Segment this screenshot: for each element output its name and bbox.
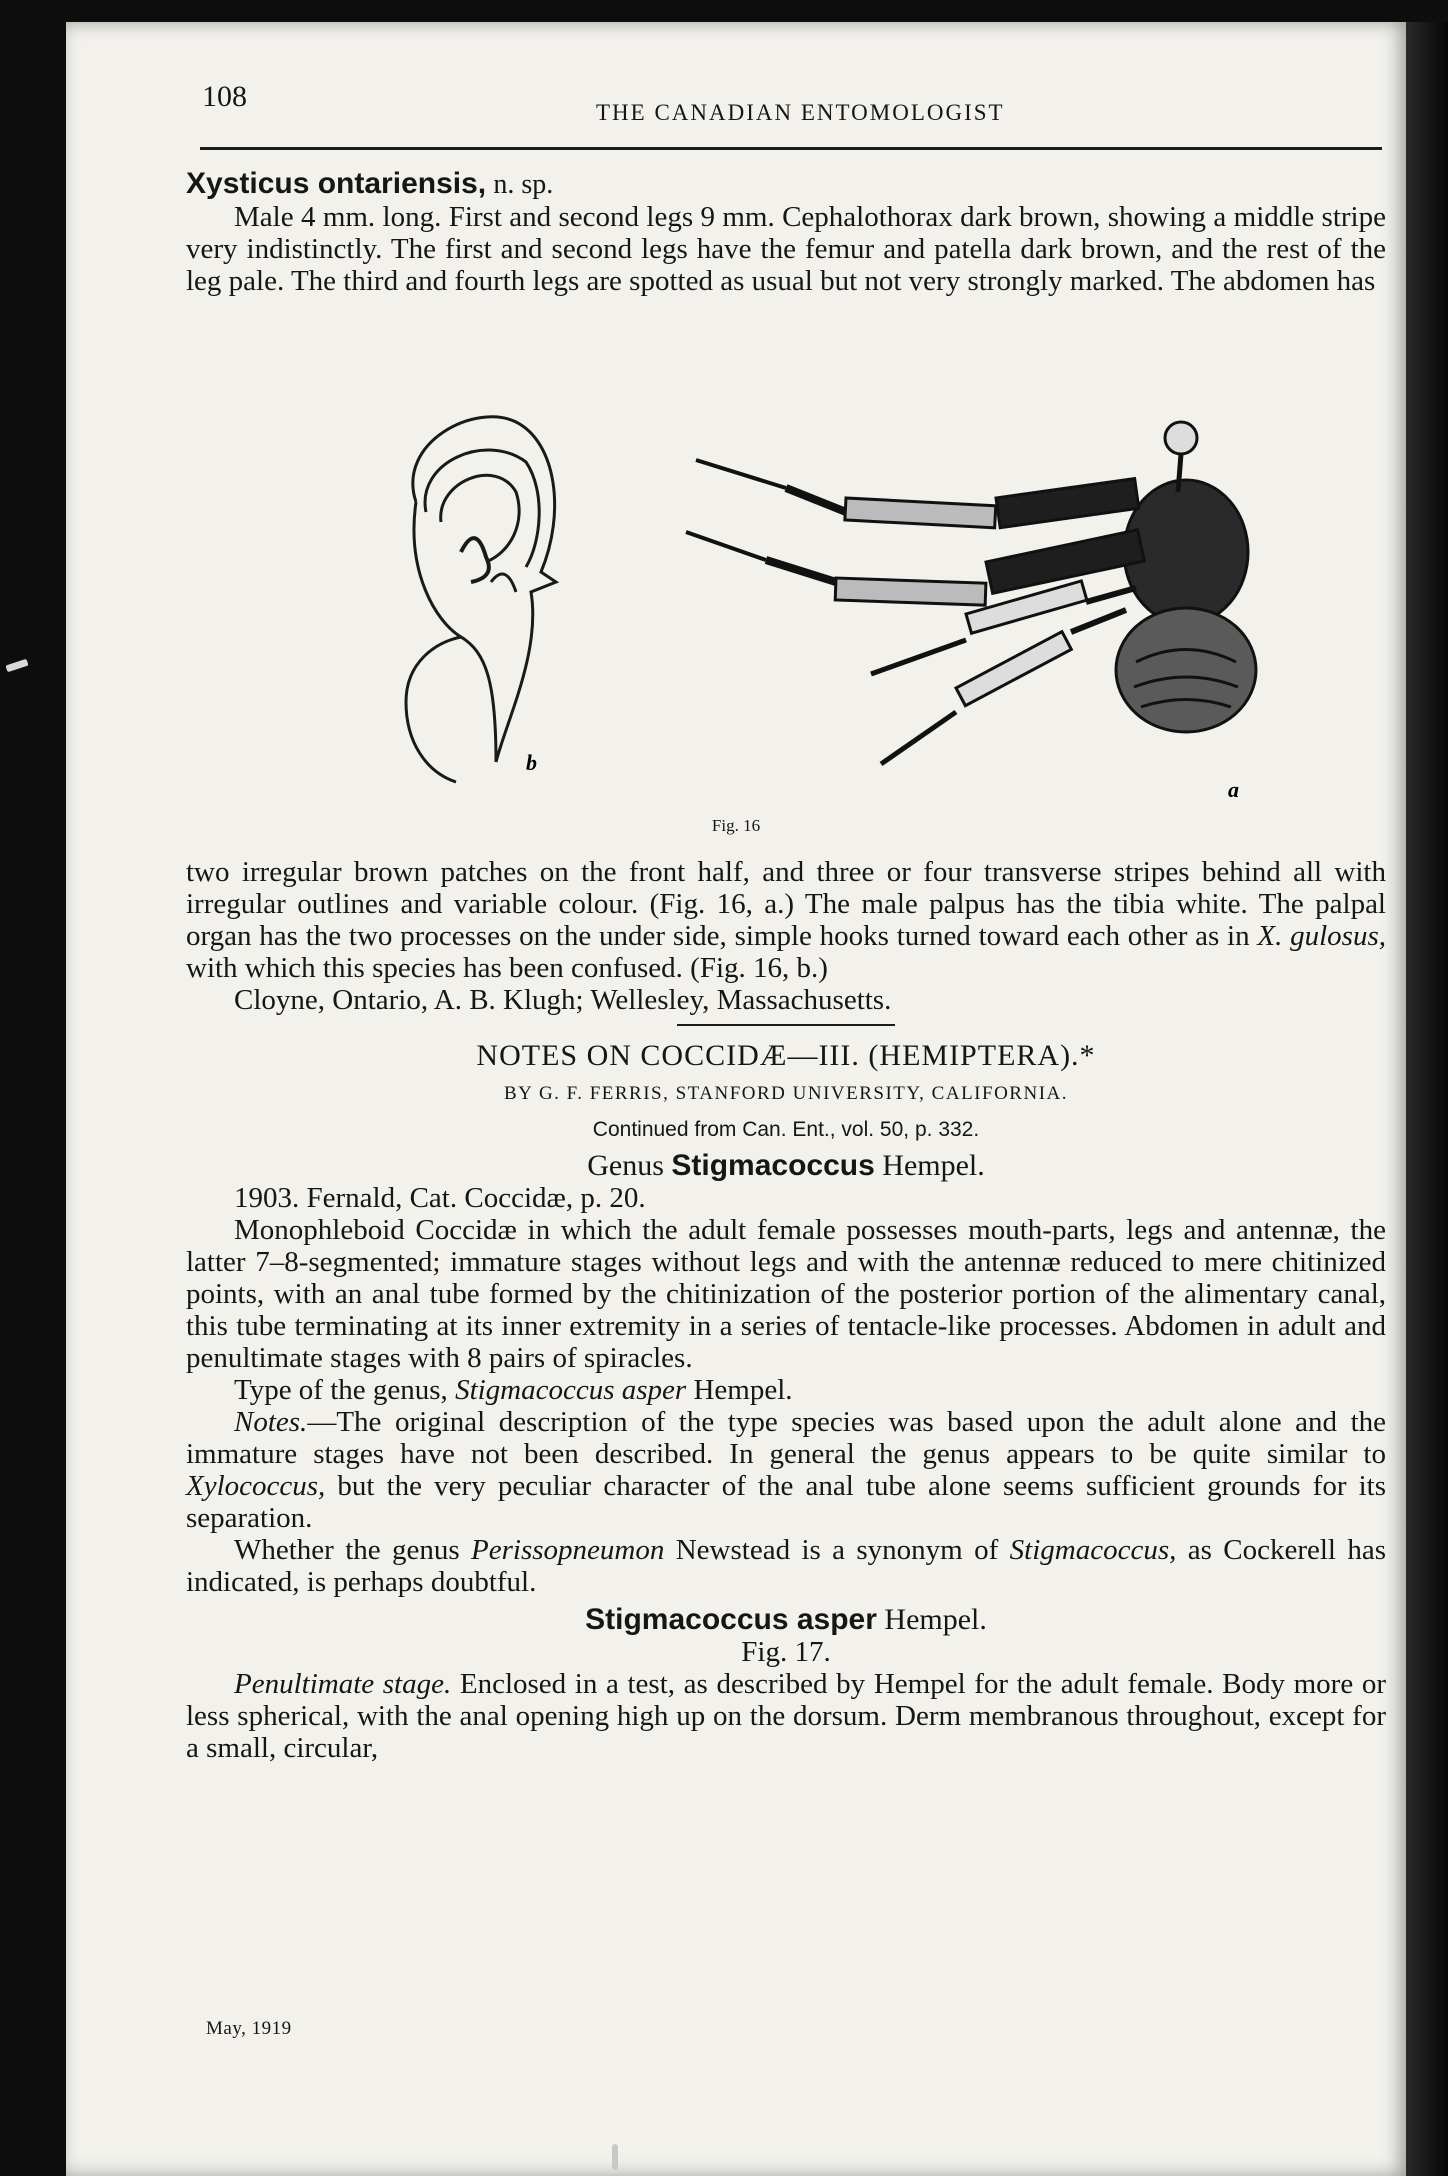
genus-heading: Genus Stigmacoccus Hempel.	[587, 1149, 985, 1182]
species-reference: X. gulosus,	[1257, 920, 1386, 952]
spider-drawing	[686, 422, 1256, 764]
author-byline: BY G. F. FERRIS, STANFORD UNIVERSITY, CALIFORNIA.	[504, 1083, 1068, 1104]
genus-name: Stigmacoccus	[671, 1149, 875, 1182]
locality: Cloyne, Ontario, A. B. Klugh; Wellesley, Massachusetts.	[234, 984, 892, 1016]
article-title: NOTES ON COCCIDÆ—III. (HEMIPTERA).*	[476, 1039, 1096, 1072]
main-text-block	[186, 856, 1386, 1764]
notes-label: Notes.	[234, 1406, 308, 1438]
header-rule	[200, 147, 1382, 150]
type-species: Type of the genus, Stigmacoccus asper Hempel.	[234, 1374, 793, 1406]
penultimate-stage-paragraph: Penultimate stage. Enclosed in a test, as described by Hempel for the adult female. Body more or less spherical, with the anal opening high up on the dorsum. Derm membranous throughout, except for a small, circular,	[186, 1668, 1387, 1764]
running-head: THE CANADIAN ENTOMOLOGIST	[596, 100, 1005, 125]
description-continuation: two irregular brown patches on the front half, and three or four transverse stripes behind all with irregular outlines and variable colour. (Fig. 16, a.) The male palpus has the tibia white. The palpal organ has the two processes on the under side, simple hooks turned toward each other as in X. gulosus, with which this species has been confused. (Fig. 16, b.)	[186, 856, 1386, 984]
section-divider	[677, 1024, 895, 1026]
genus-reference-stigmacoccus: Stigmacoccus,	[1009, 1534, 1177, 1566]
synonymy-paragraph: Whether the genus Perissopneumon Newstead is a synonym of Stigmacoccus, as Cockerell has indicated, is perhaps doubtful.	[186, 1534, 1387, 1598]
species-heading-stigmacoccus: Stigmacoccus asper Hempel.	[585, 1603, 987, 1636]
genus-reference-perissopneumon: Perissopneumon	[471, 1534, 665, 1566]
description-paragraph: Male 4 mm. long. First and second legs 9 mm. Cephalothorax dark brown, showing a middle stripe very indistinctly. The first and second legs have the femur and patella dark brown, and the rest of the leg pale. The third and fourth legs are spotted as usual but not very strongly marked. The abdomen has	[186, 201, 1386, 297]
species-heading: Xysticus ontariensis,	[186, 167, 487, 200]
continuation-note: Continued from Can. Ent., vol. 50, p. 332.	[592, 1118, 980, 1141]
stage-label: Penultimate stage.	[234, 1668, 452, 1700]
type-species-name: Stigmacoccus asper	[455, 1374, 687, 1406]
xysticus-section-top	[186, 168, 1386, 297]
genus-reference: Xylococcus,	[186, 1470, 326, 1502]
genus-diagnosis: Monophleboid Coccidæ in which the adult female possesses mouth-parts, legs and antennæ, the latter 7–8-segmented; immature stages without legs and with the antennæ reduced to mere chitinized points, with an anal tube formed by the chitinization of the posterior portion of the alimentary canal, this tube terminating at its inner extremity in a series of tentacle-like processes. Abdomen in adult and penultimate stages with 8 pairs of spiracles.	[186, 1214, 1386, 1374]
figure-reference: Fig. 17.	[741, 1636, 831, 1668]
citation: 1903. Fernald, Cat. Coccidæ, p. 20.	[234, 1182, 646, 1214]
page-number: 108	[202, 80, 247, 113]
book-spine-shadow	[1406, 22, 1448, 2176]
scan-artifact	[5, 659, 28, 672]
issue-date: May, 1919	[206, 2018, 292, 2039]
figure-label-b: b	[526, 750, 537, 775]
journal-page	[66, 22, 1406, 2176]
figure-caption: Fig. 16	[711, 816, 761, 835]
notes-paragraph: Notes.—The original description of the type species was based upon the adult alone and the immature stages have not been described. In general the genus appears to be quite similar to Xylococcus, but the very peculiar character of the anal tube alone seems sufficient grounds for its separation.	[186, 1406, 1386, 1534]
palpus-drawing	[406, 417, 556, 782]
figure-16-illustration	[366, 402, 1286, 822]
new-species-tag: n. sp.	[493, 169, 554, 200]
figure-label-a: a	[1228, 777, 1239, 802]
scan-artifact-bottom	[612, 2144, 618, 2170]
